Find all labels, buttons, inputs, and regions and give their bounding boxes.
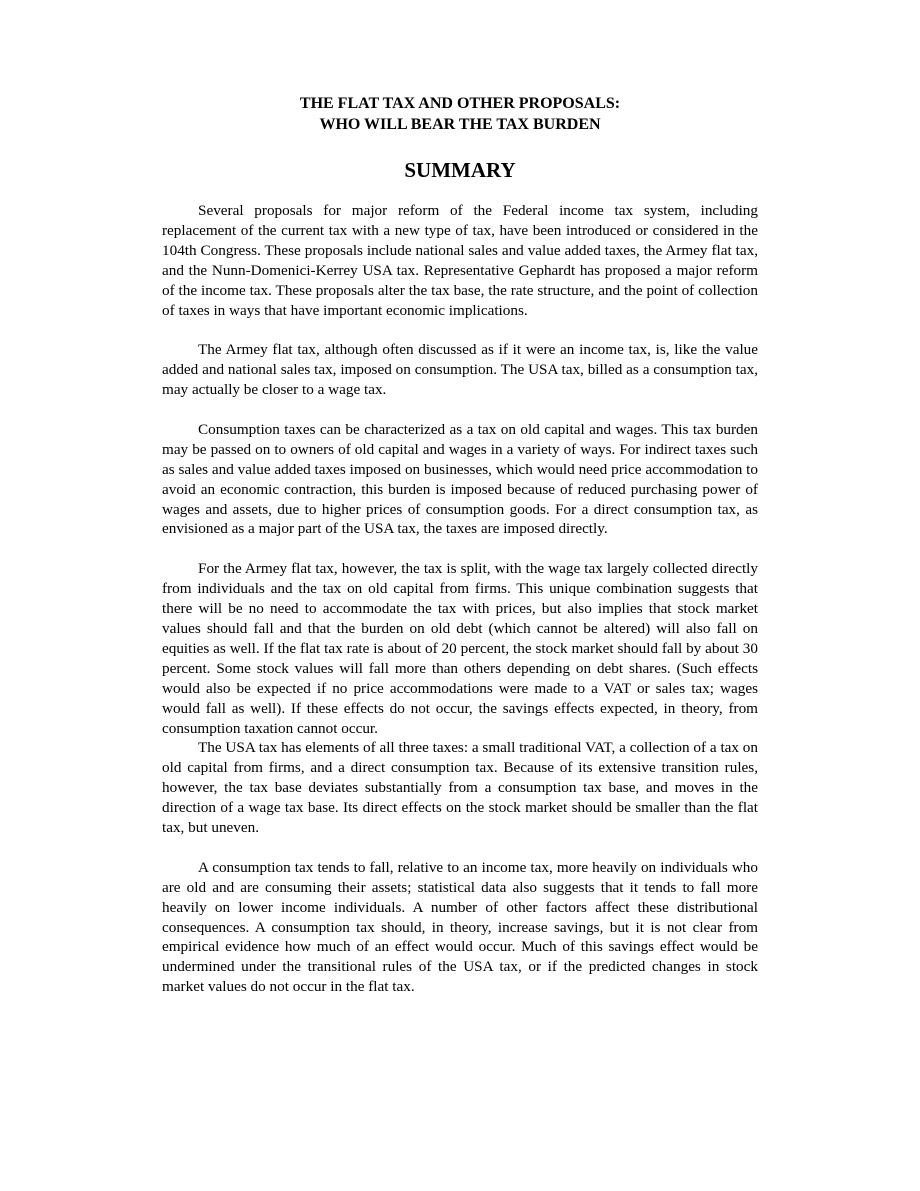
paragraph-2: The Armey flat tax, although often discussed as if it were an income tax, is, like the value added and national sales tax, imposed on consumption. The USA tax, billed as a consumption tax, may actually be closer to a wage tax.: [162, 341, 758, 399]
title-line-1: THE FLAT TAX AND OTHER PROPOSALS:: [299, 95, 621, 112]
paragraph-4: For the Armey flat tax, however, the tax is split, with the wage tax largely collected directly from individuals and the tax on old capital from firms. This unique combination suggests that there will be no need to accommodate the tax with prices, but also implies that stock market values should fall and that the burden on old debt (which cannot be altered) will also fall on equities as well. If the flat tax rate is about of 20 percent, the stock market should fall by about 30 percent. Some stock values will fall more than others depending on debt shares. (Such effects would also be expected if no price accommodations were made to a VAT or sales tax; wages would fall as well). If these effects do not occur, the savings effects expected, in theory, from consumption taxation cannot occur.: [162, 560, 758, 737]
document-title: [0, 93, 920, 135]
paragraph-3: Consumption taxes can be characterized as a tax on old capital and wages. This tax burden may be passed on to owners of old capital and wages in a variety of ways. For indirect taxes such as sales and value added taxes imposed on businesses, which would need price accommodation to avoid an economic contraction, this burden is imposed because of reduced purchasing power of wages and assets, due to higher prices of consumption goods. For a direct consumption tax, as envisioned as a major part of the USA tax, the taxes are imposed directly.: [162, 420, 758, 538]
paragraph-5: The USA tax has elements of all three taxes: a small traditional VAT, a collection of a tax on old capital from firms, and a direct consumption tax. Because of its extensive transition rules, however, the tax base deviates substantially from a consumption tax base, and moves in the direction of a wage tax base. Its direct effects on the stock market should be smaller than the flat tax, but uneven.: [162, 739, 758, 837]
paragraph-1: Several proposals for major reform of the Federal income tax system, including replacement of the current tax with a new type of tax, have been introduced or considered in the 104th Congress. These proposals include national sales and value added taxes, the Armey flat tax, and the Nunn-Domenici-Kerrey USA tax. Representative Gephardt has proposed a major reform of the income tax. These proposals alter the tax base, the rate structure, and the point of collection of taxes in ways that have important economic implications.: [162, 202, 758, 319]
summary-heading: SUMMARY: [404, 158, 516, 182]
title-line-2: WHO WILL BEAR THE TAX BURDEN: [319, 116, 601, 133]
summary-body: [162, 201, 758, 997]
paragraph-6: A consumption tax tends to fall, relative to an income tax, more heavily on individuals who are old and are consuming their assets; statistical data also suggests that it tends to fall more heavily on lower income individuals. A number of other factors affect these distributional consequences. A consumption tax should, in theory, increase savings, but it is not clear from empirical evidence how much of an effect would occur. Much of this savings effect would be undermined under the transitional rules of the USA tax, or if the predicted changes in stock market values do not occur in the flat tax.: [162, 858, 758, 996]
